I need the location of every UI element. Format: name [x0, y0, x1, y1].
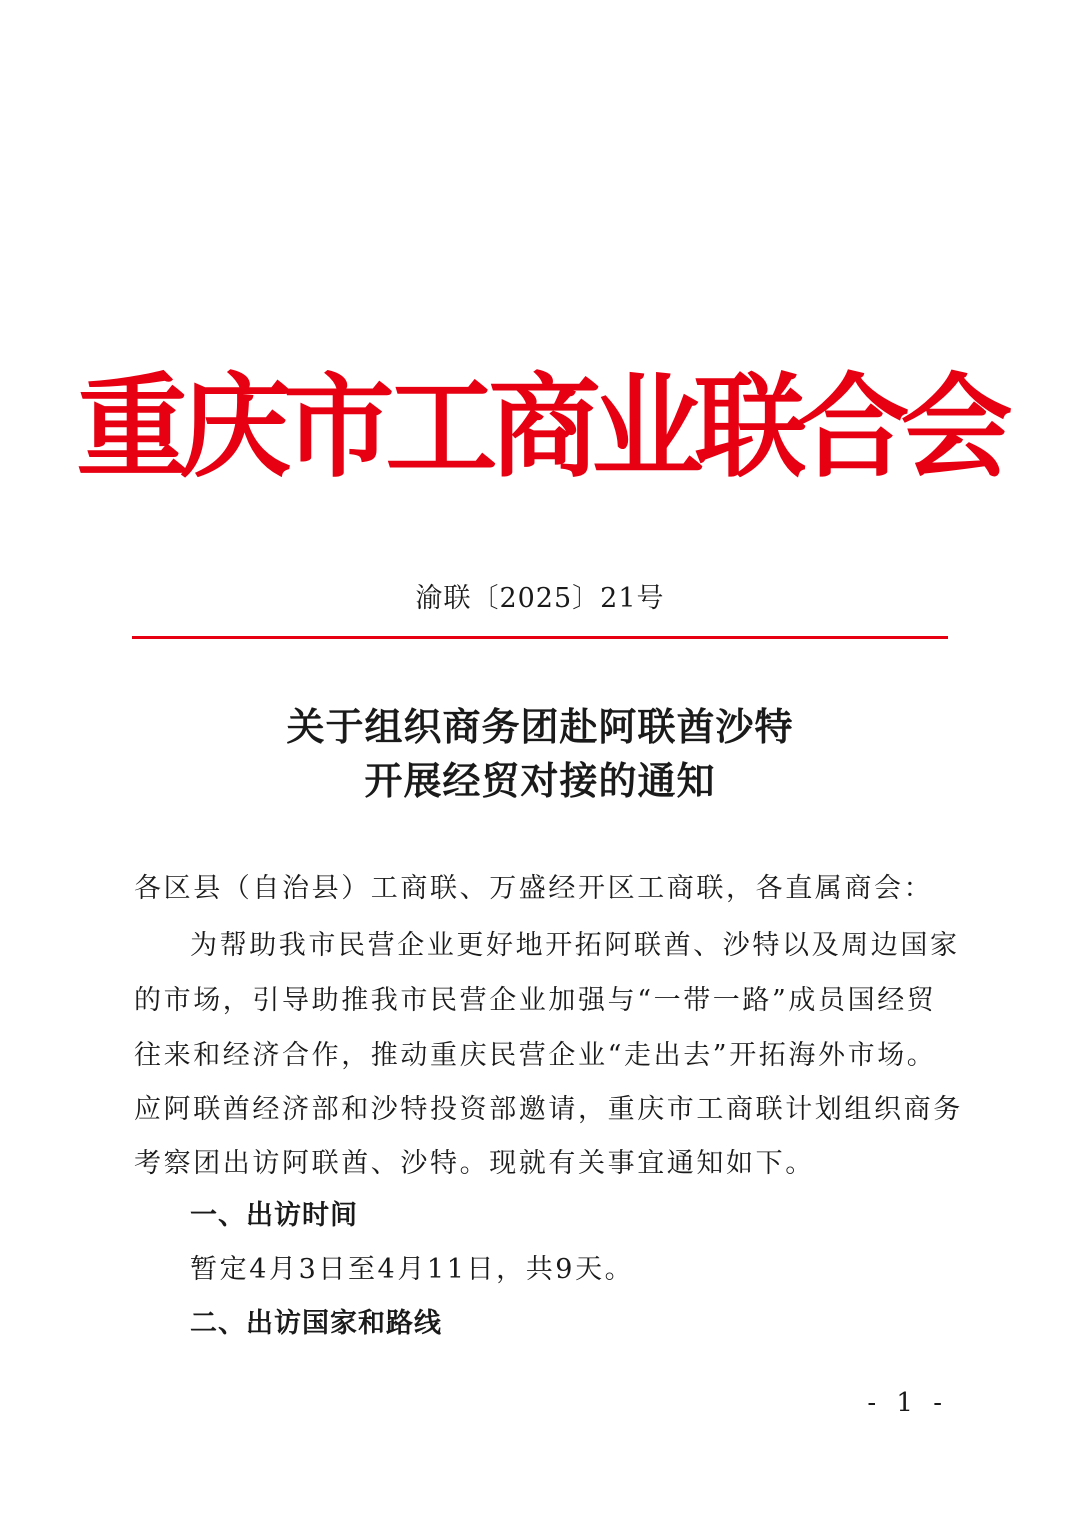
document-title [0, 700, 1080, 808]
salutation: 各区县（自治县）工商联、万盛经开区工商联，各直属商会： [134, 873, 934, 904]
section-heading-2: 二、出访国家和路线 [190, 1308, 442, 1339]
title-line-1: 关于组织商务团赴阿联酋沙特 [286, 704, 794, 749]
body-line: 为帮助我市民营企业更好地开拓阿联酋、沙特以及周边国家 [190, 930, 960, 961]
body-line: 考察团出访阿联酋、沙特。现就有关事宜通知如下。 [134, 1148, 815, 1179]
section-heading-1: 一、出访时间 [190, 1200, 358, 1231]
body-line: 应阿联酋经济部和沙特投资部邀请，重庆市工商联计划组织商务 [134, 1094, 963, 1125]
masthead-title: 重庆市工商业联合会 [76, 362, 1004, 493]
body-line: 的市场，引导助推我市民营企业加强与“一带一路”成员国经贸 [134, 985, 937, 1016]
document-number: 渝联〔2025〕21号 [415, 583, 665, 614]
page-number: - 1 - [867, 1388, 948, 1418]
title-line-2: 开展经贸对接的通知 [364, 758, 716, 803]
red-divider-line [132, 636, 948, 639]
section-text-1: 暂定4月3日至4月11日，共9天。 [190, 1254, 635, 1285]
body-line: 往来和经济合作，推动重庆民营企业“走出去”开拓海外市场。 [134, 1040, 937, 1071]
